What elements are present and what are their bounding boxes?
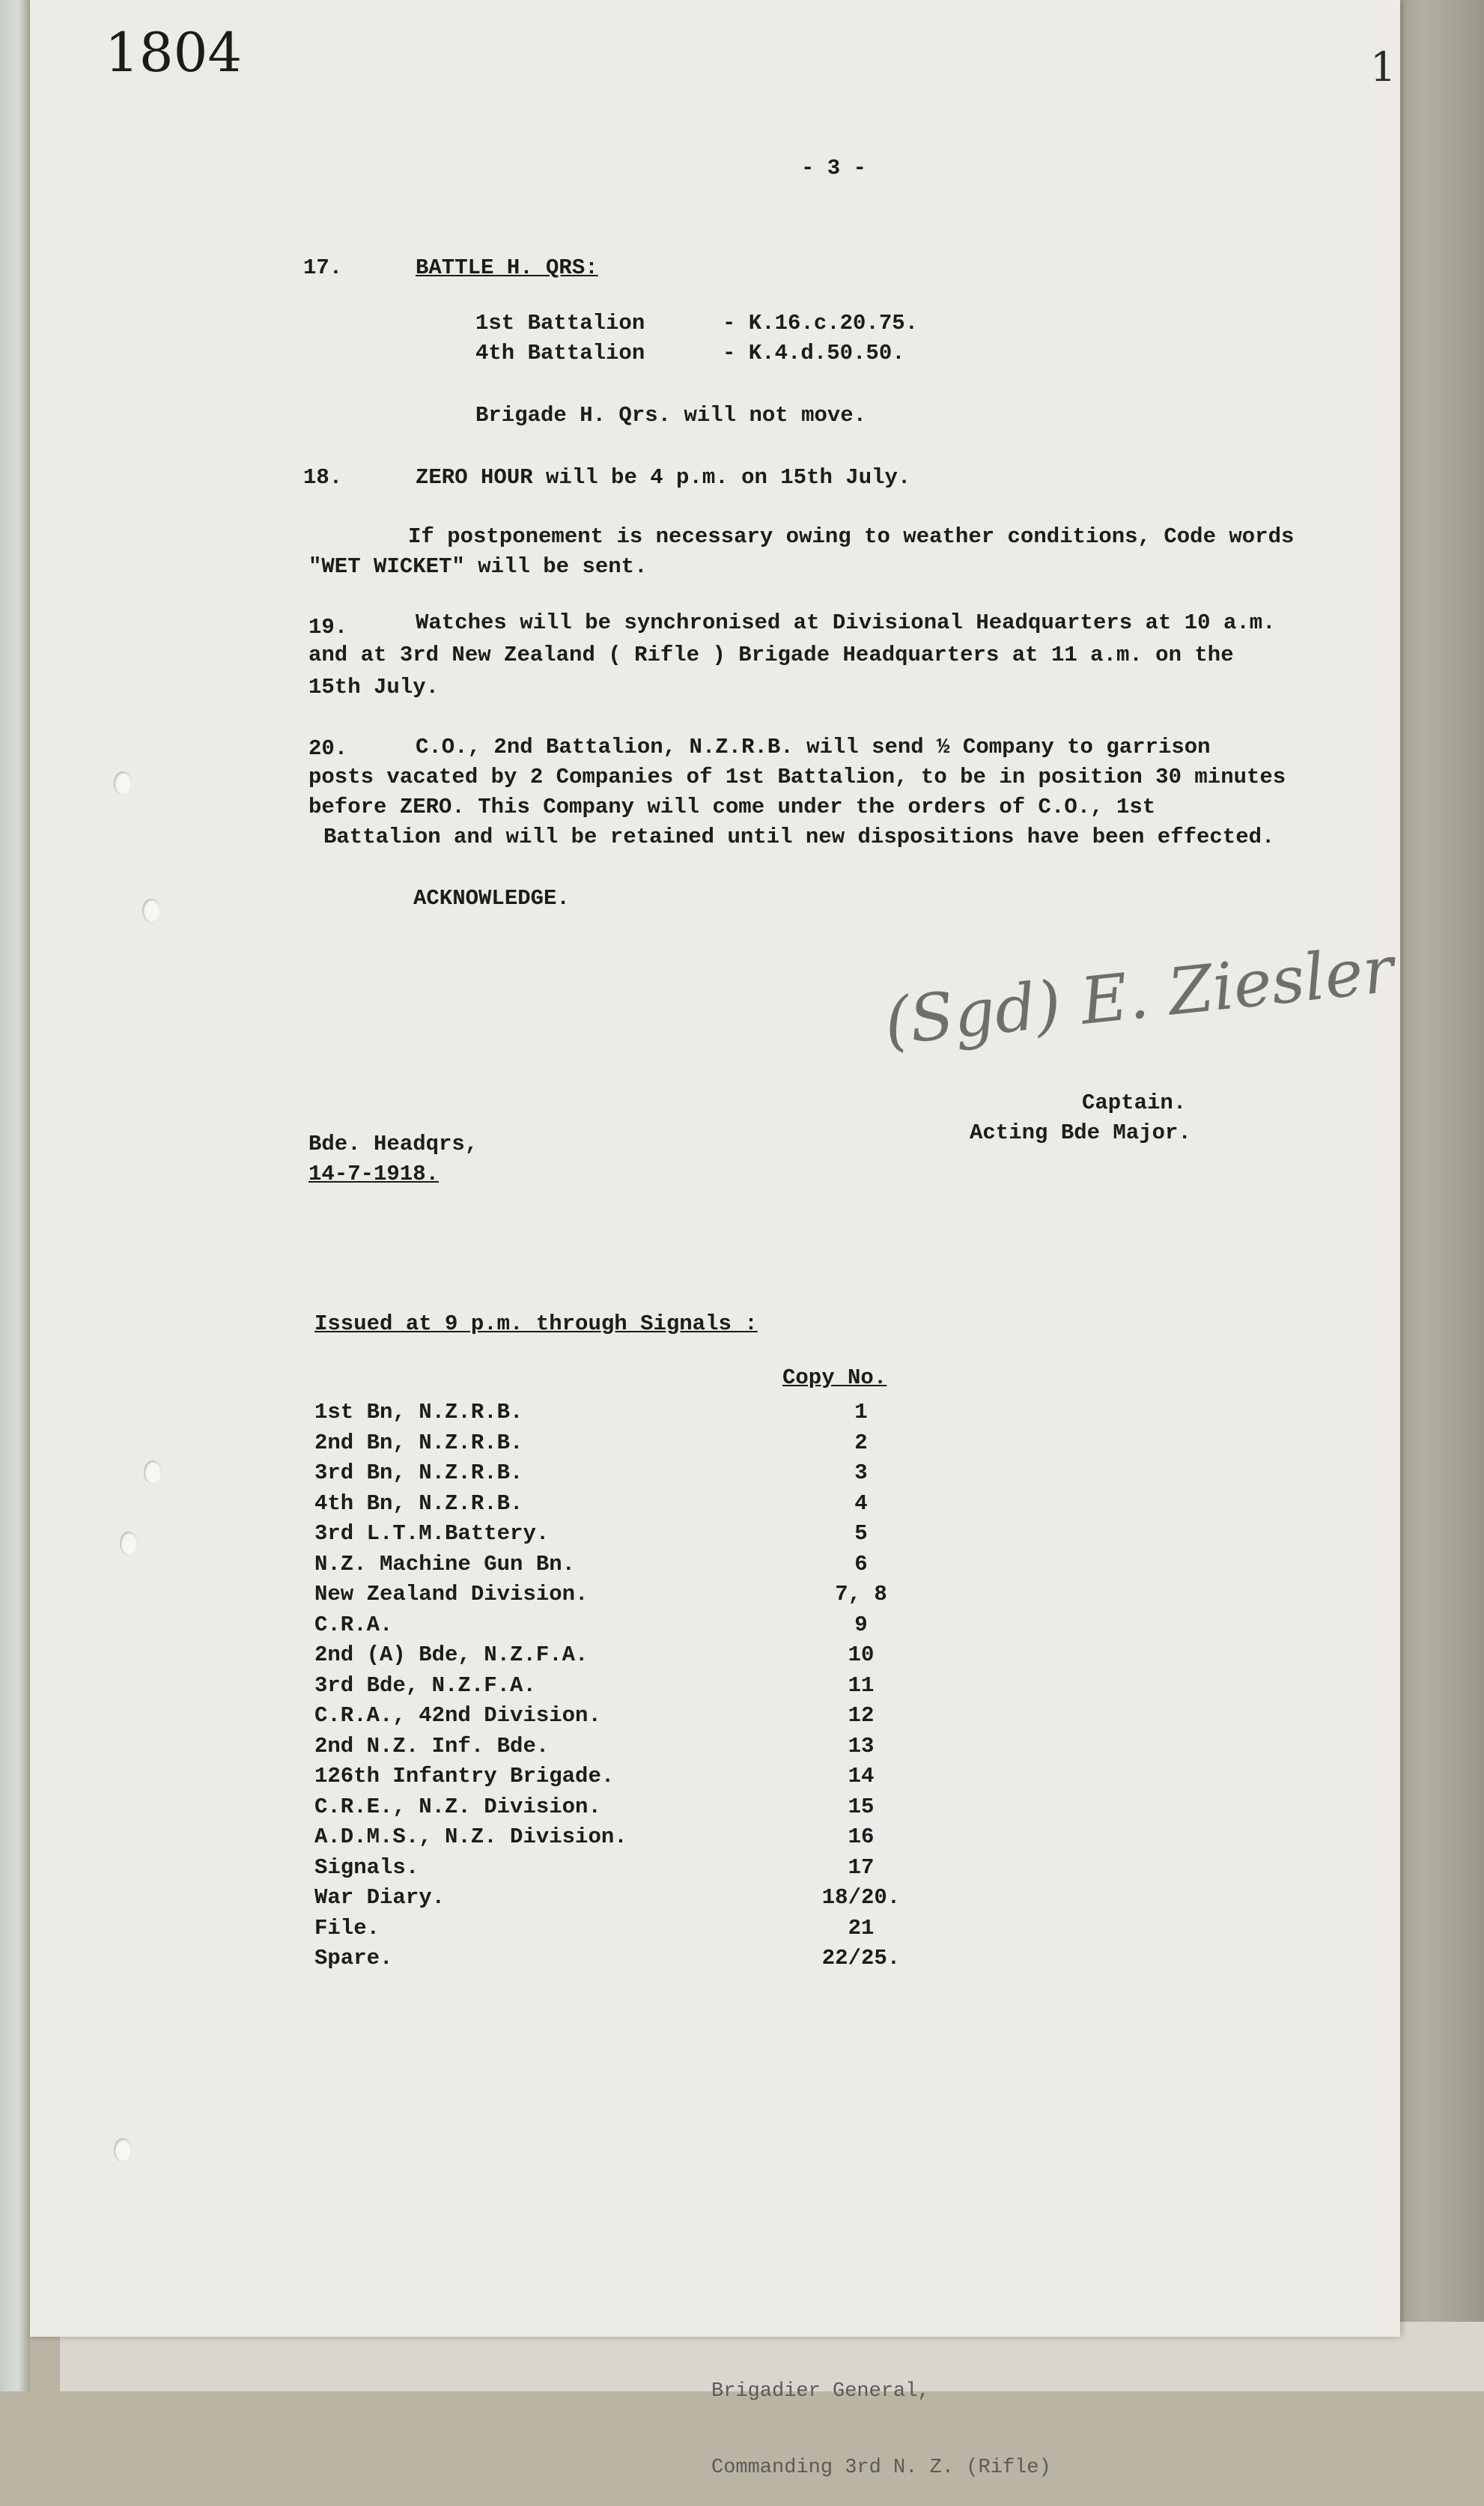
para19-number: 19. (308, 615, 348, 640)
distribution-recipient: C.R.A. (314, 1612, 393, 1637)
distribution-copy-number: 16 (848, 1824, 875, 1849)
para17-note: Brigade H. Qrs. will not move. (475, 403, 867, 428)
origin-date: 14-7-1918. (308, 1162, 440, 1186)
para18-line: "WET WICKET" will be sent. (308, 554, 648, 579)
distribution-copy-number: 13 (848, 1733, 875, 1759)
distribution-row (314, 1580, 1063, 1610)
distribution-recipient: A.D.M.S., N.Z. Division. (314, 1824, 627, 1849)
distribution-recipient: 2nd N.Z. Inf. Bde. (314, 1733, 550, 1759)
distribution-row (314, 1853, 1063, 1883)
distribution-row (314, 1489, 1063, 1519)
distribution-copy-number: 11 (848, 1672, 875, 1698)
distribution-copy-number: 22/25. (821, 1946, 901, 1970)
underlying-sheet-text (711, 2328, 1161, 2506)
handwritten-file-number: 1804 (105, 21, 243, 84)
punch-hole (142, 899, 160, 923)
distribution-row (314, 1550, 1063, 1580)
distribution-recipient: 3rd L.T.M.Battery. (314, 1521, 550, 1546)
punch-hole (114, 771, 132, 795)
distribution-row (314, 1762, 1063, 1791)
underlying-page-edge-left (0, 0, 30, 2391)
origin-place: Bde. Headqrs, (308, 1132, 478, 1156)
distribution-row (314, 1610, 1063, 1640)
signature: (Sgd) E. Ziesler (881, 932, 1398, 1061)
distribution-row (314, 1640, 1063, 1670)
distribution-recipient: C.R.E., N.Z. Division. (314, 1794, 601, 1819)
distribution-recipient: 3rd Bn, N.Z.R.B. (314, 1460, 523, 1485)
para18-line: ZERO HOUR will be 4 p.m. on 15th July. (416, 465, 911, 490)
para18-line: If postponement is necessary owing to weather conditions, Code words (408, 524, 1295, 549)
distribution-copy-number: 7, 8 (835, 1582, 887, 1607)
distribution-copy-number: 15 (848, 1794, 875, 1819)
para20-line: C.O., 2nd Battalion, N.Z.R.B. will send ½ Company to garrison (416, 735, 1211, 759)
para17-unit: 1st Battalion (475, 311, 645, 336)
distribution-recipient: 2nd Bn, N.Z.R.B. (314, 1430, 523, 1455)
distribution-copy-number: 17 (848, 1854, 875, 1880)
distribution-recipient: N.Z. Machine Gun Bn. (314, 1551, 576, 1577)
distribution-copy-number: 12 (848, 1703, 875, 1728)
distribution-recipient: 4th Bn, N.Z.R.B. (314, 1490, 523, 1516)
distribution-copy-number: 3 (854, 1460, 868, 1485)
distribution-row (314, 1428, 1063, 1458)
distribution-row (314, 1458, 1063, 1488)
distribution-row (314, 1732, 1063, 1762)
underlying-sheet-line: Commanding 3rd N. Z. (Rifle) (711, 2457, 1051, 2479)
para17-ref: - K.4.d.50.50. (723, 341, 905, 365)
para20-line: before ZERO. This Company will come under the orders of C.O., 1st (308, 795, 1156, 819)
para17-ref: - K.16.c.20.75. (723, 311, 919, 336)
para17-number: 17. (303, 255, 343, 280)
distribution-copy-number: 18/20. (821, 1885, 901, 1910)
punch-hole (144, 1460, 162, 1484)
distribution-copy-number: 5 (854, 1521, 868, 1546)
distribution-recipient: C.R.A., 42nd Division. (314, 1703, 601, 1728)
para18-number: 18. (303, 465, 343, 490)
underlying-sheet-line: Brigadier General, (711, 2380, 930, 2403)
para19-line: Watches will be synchronised at Divisional Headquarters at 10 a.m. (416, 610, 1276, 635)
para20-line: Battalion and will be retained until new dispositions have been effected. (323, 825, 1275, 849)
distribution-copy-header: Copy No. (782, 1365, 887, 1390)
handwritten-page-mark: 1 (1370, 43, 1396, 91)
distribution-row (314, 1944, 1063, 1973)
distribution-recipient: 126th Infantry Brigade. (314, 1764, 615, 1789)
distribution-recipient: 3rd Bde, N.Z.F.A. (314, 1672, 536, 1698)
distribution-recipient: Signals. (314, 1854, 419, 1880)
distribution-recipient: Spare. (314, 1946, 393, 1970)
distribution-copy-number: 21 (848, 1915, 875, 1941)
distribution-recipient: New Zealand Division. (314, 1582, 589, 1607)
distribution-row (314, 1822, 1063, 1852)
acknowledge: ACKNOWLEDGE. (413, 886, 570, 911)
distribution-copy-number: 2 (854, 1430, 868, 1455)
distribution-row (314, 1883, 1063, 1913)
punch-hole (120, 1532, 138, 1556)
distribution-list (314, 1398, 1063, 1982)
distribution-copy-number: 9 (854, 1612, 868, 1637)
para20-number: 20. (308, 736, 348, 761)
distribution-row (314, 1671, 1063, 1701)
distribution-row (314, 1519, 1063, 1549)
para19-line: 15th July. (308, 675, 440, 700)
distribution-copy-number: 14 (848, 1764, 875, 1789)
distribution-recipient: 1st Bn, N.Z.R.B. (314, 1400, 523, 1425)
para19-line: and at 3rd New Zealand ( Rifle ) Brigade Headquarters at 11 a.m. on the (308, 643, 1234, 667)
distribution-copy-number: 4 (854, 1490, 868, 1516)
distribution-row (314, 1398, 1063, 1428)
distribution-recipient: 2nd (A) Bde, N.Z.F.A. (314, 1642, 589, 1667)
distribution-copy-number: 10 (848, 1642, 875, 1667)
document-page (30, 0, 1400, 2337)
page-number: - 3 - (801, 156, 867, 180)
punch-hole (114, 2138, 132, 2162)
distribution-recipient: File. (314, 1915, 380, 1941)
distribution-row (314, 1914, 1063, 1944)
distribution-row (314, 1701, 1063, 1731)
para17-heading: BATTLE H. QRS: (416, 255, 598, 280)
distribution-heading: Issued at 9 p.m. through Signals : (314, 1311, 758, 1336)
distribution-row (314, 1792, 1063, 1822)
distribution-copy-number: 6 (854, 1551, 868, 1577)
signoff-title: Acting Bde Major. (970, 1120, 1191, 1145)
signoff-rank: Captain. (1082, 1090, 1187, 1115)
distribution-copy-number: 1 (854, 1400, 868, 1425)
para20-line: posts vacated by 2 Companies of 1st Battalion, to be in position 30 minutes (308, 765, 1286, 789)
distribution-recipient: War Diary. (314, 1885, 445, 1910)
para17-unit: 4th Battalion (475, 341, 645, 365)
